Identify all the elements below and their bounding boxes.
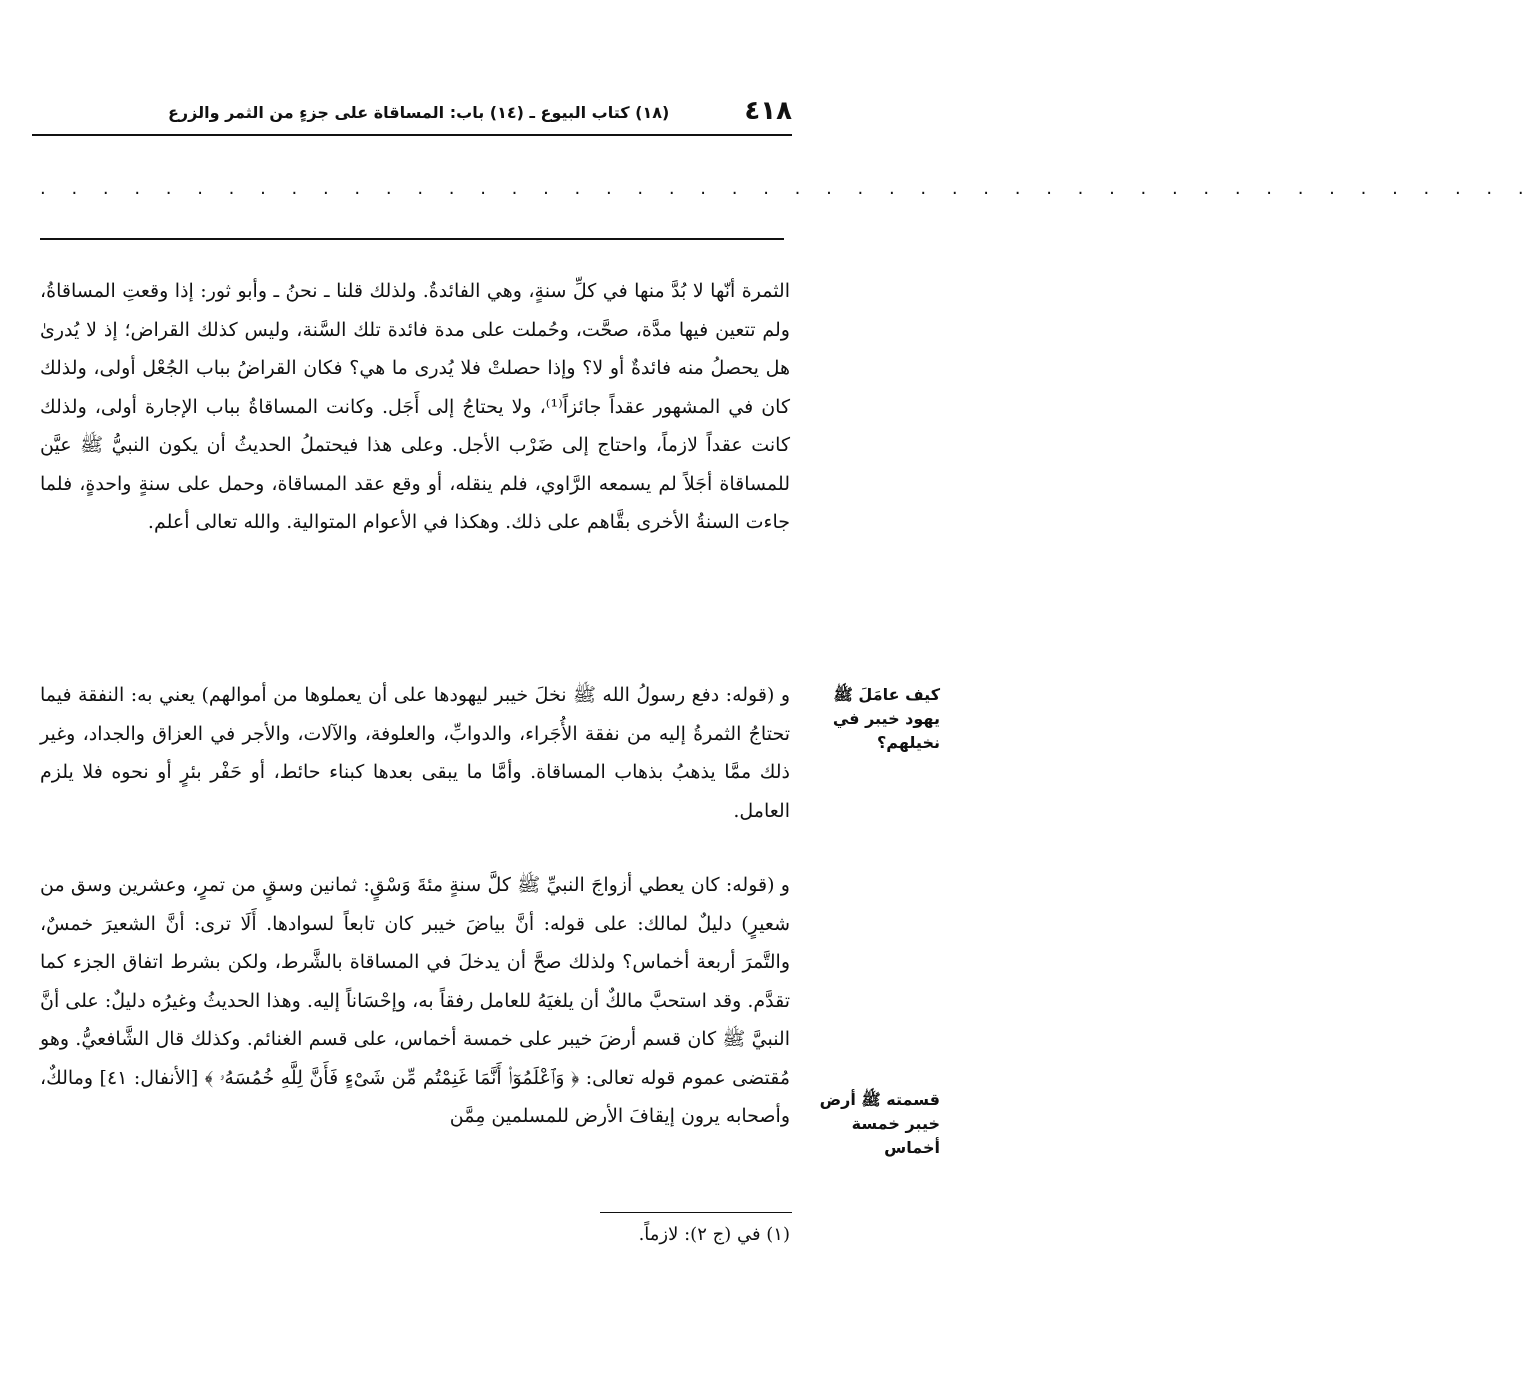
margin-note-1: كيف عامَلَ ﷺ يهود خيبر في نخيلهم؟ bbox=[832, 685, 940, 752]
page-header bbox=[32, 94, 792, 136]
margin-note-2: قسمته ﷺ أرض خيبر خمسة أخماس bbox=[819, 1090, 940, 1157]
footnote-divider bbox=[600, 1212, 792, 1213]
footnote: (١) في (ج ٢): لازماً. bbox=[638, 1224, 790, 1245]
section-divider bbox=[40, 238, 784, 240]
running-title: (١٨) كتاب البيوع ـ (١٤) باب: المساقاة على جزءٍ من الثمر والزرع bbox=[168, 103, 670, 122]
paragraph-1: الثمرة أنّها لا بُدَّ منها في كلِّ سنةٍ، وهي الفائدةُ. ولذلك قلنا ـ نحنُ ـ وأبو ثور: إذا وقعتِ المساقاةُ، ولم تتعين فيها مدَّة، صحَّت، وحُملت على مدة فائدة تلك السَّنة، وليس كذلك القراض؛ إذ لا يُدرىٰ هل يحصلُ منه فائدةٌ أو لا؟ وإذا حصلتْ فلا يُدرى ما هي؟ فكان القراضُ بباب الجُعْل أولى، ولذلك كان في المشهور عقداً جائزاً⁽¹⁾، ولا يحتاجُ إلى أَجَل. وكانت المساقاةُ بباب الإجارة أولى، ولذلك كانت عقداً لازماً، واحتاج إلى ضَرْب الأجل. وعلى هذا فيحتملُ الحديثُ أن يكون النبيُّ ﷺ عيَّن للمساقاة أجَلاً لم يسمعه الرَّاوي، فلم ينقله، أو وقع عقد المساقاة، وحمل على سنةٍ واحدةٍ، فلما جاءت السنةُ الأخرى بقَّاهم على ذلك. وهكذا في الأعوام المتوالية. والله تعالى أعلم. bbox=[40, 280, 791, 533]
separator-dots: . . . . . . . . . . . . . . . . . . . . . . . . . . . . . . . . . . . . . . . . . . . . . . . . bbox=[40, 178, 1534, 199]
paragraph-2: و (قوله: دفع رسولُ الله ﷺ نخلَ خيبر ليهودها على أن يعملوها من أموالهم) يعني به: النفقة فيما تحتاجُ الثمرةُ إليه من نفقة الأُجَراء، والدوابِّ، والعلوفة، والآلات، والأجر في العزاق والجداد، وغير ذلك ممَّا يذهبُ بذهاب المساقاة. وأمَّا ما يبقى بعدها كبناء حائط، أو حَفْر بئرٍ أو نحوه فلا يلزم العامل. bbox=[40, 684, 790, 822]
page-number: ٤١٨ bbox=[744, 96, 792, 126]
paragraph-3: و (قوله: كان يعطي أزواجَ النبيِّ ﷺ كلَّ سنةٍ مئةَ وَسْقٍ: ثمانين وسقٍ من تمرٍ، وعشرين وسق من شعيرٍ) دليلٌ لمالك: على قوله: أنَّ بياضَ خيبر كان تابعاً لسوادها. أَلَا ترى: أنَّ الشعيرَ خمسٌ، والتَّمرَ أربعة أخماس؟ ولذلك صحَّ أن يدخلَ في المساقاة بالشَّرط، ولكن بشرط اتفاق الجزء كما تقدَّم. وقد استحبَّ مالكٌ أن يلغيَهُ للعامل رفقاً به، وإحْسَاناً إليه. وهذا الحديثُ وغيرُه دليلٌ: على أنَّ النبيَّ ﷺ كان قسم أرضَ خيبر على خمسة أخماس، على قسم الغنائم. وكذلك قال الشَّافعيُّ. وهو مُقتضى عموم قوله تعالى: ﴿ وَٱعْلَمُوٓا۟ أَنَّمَا غَنِمْتُم مِّن شَىْءٍ فَأَنَّ لِلَّهِ خُمُسَهُۥ ﴾ [الأنفال: ٤١] ومالكٌ، وأصحابه يرون إيقافَ الأرض للمسلمين مِمَّن bbox=[40, 874, 790, 1127]
